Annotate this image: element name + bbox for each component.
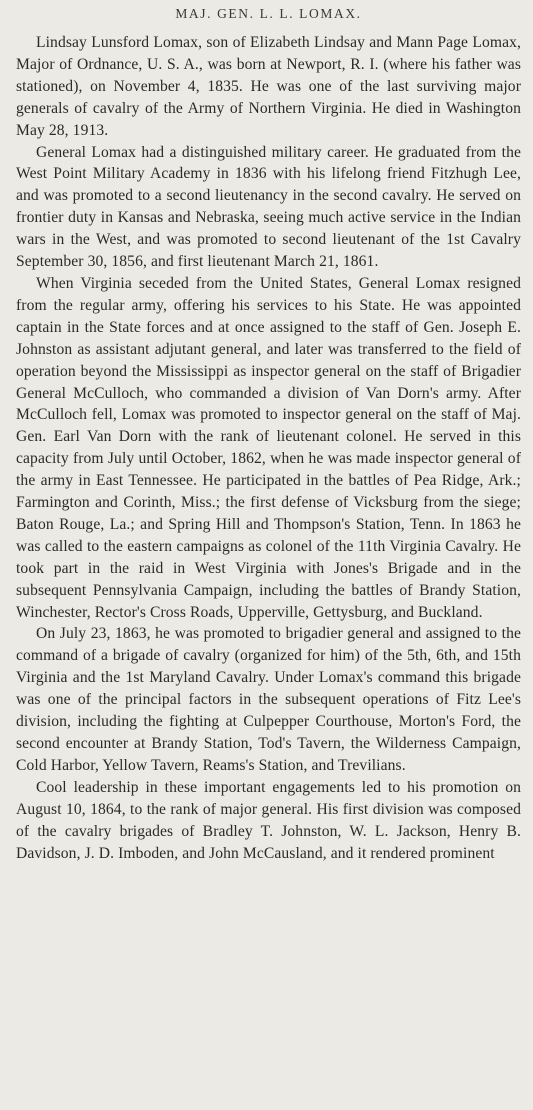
paragraph-3: When Virginia seceded from the United States, General Lomax resigned from the regular army, offering his services to his State. He was appointed captain in the State forces and at once assigned to the staff of Gen. Joseph E. Johnston as assistant adjutant general, and later was transferred to the field of operation beyond the Mississippi as inspector general on the staff of Brigadier General McCulloch, who commanded a division of Van Dorn's army. After McCulloch fell, Lomax was promoted to inspector general on the staff of Maj. Gen. Earl Van Dorn with the rank of lieutenant colonel. He served in this capacity from July until October, 1862, when he was made inspector general of the army in East Tennessee. He participated in the battles of Pea Ridge, Ark.; Farmington and Corinth, Miss.; the first defense of Vicksburg from the siege; Baton Rouge, La.; and Spring Hill and Thompson's Station, Tenn. In 1863 he was called to the eastern campaigns as colonel of the 11th Virginia Cavalry. He took part in the raid in West Virginia with Jones's Brigade and in the subsequent Pennsylvania Campaign, including the battles of Brandy Station, Winchester, Rector's Cross Roads, Upperville, Gettysburg, and Buckland. <box>16 274 521 621</box>
paragraph-5: Cool leadership in these important engagements led to his promotion on August 10, 1864, to the rank of major general. His first division was composed of the cavalry brigades of Bradley T. Johnston, W. L. Jackson, Henry B. Davidson, J. D. Imboden, and John McCausland, and it rendered prominent <box>16 778 521 862</box>
paragraph-4: On July 23, 1863, he was promoted to brigadier general and assigned to the command of a brigade of cavalry (organized for him) of the 5th, 6th, and 15th Virginia and the 1st Maryland Cavalry. Under Lomax's command this brigade was one of the principal factors in the subsequent operations of Fitz Lee's division, including the fighting at Culpepper Courthouse, Morton's Ford, the second encounter at Brandy Station, Tod's Tavern, the Wilderness Campaign, Cold Harbor, Yellow Tavern, Reams's Station, and Trevilians. <box>16 625 521 774</box>
paragraph-2: General Lomax had a distinguished military career. He graduated from the West Point Military Academy in 1836 with his lifelong friend Fitzhugh Lee, and was promoted to a second lieutenancy in the second cavalry. He served on frontier duty in Kansas and Nebraska, seeing much active service in the Indian wars in the West, and was promoted to second lieutenant of the 1st Cavalry September 30, 1856, and first lieutenant March 21, 1861. <box>16 143 521 271</box>
running-head: MAJ. GEN. L. L. LOMAX. <box>175 6 362 21</box>
paragraph-1: Lindsay Lunsford Lomax, son of Elizabeth Lindsay and Mann Page Lomax, Major of Ordnance, U. S. A., was born at Newport, R. I. (where his father was stationed), on November 4, 1835. He was one of the last surviving major generals of cavalry of the Army of Northern Virginia. He died in Washington May 28, 1913. <box>16 34 521 139</box>
